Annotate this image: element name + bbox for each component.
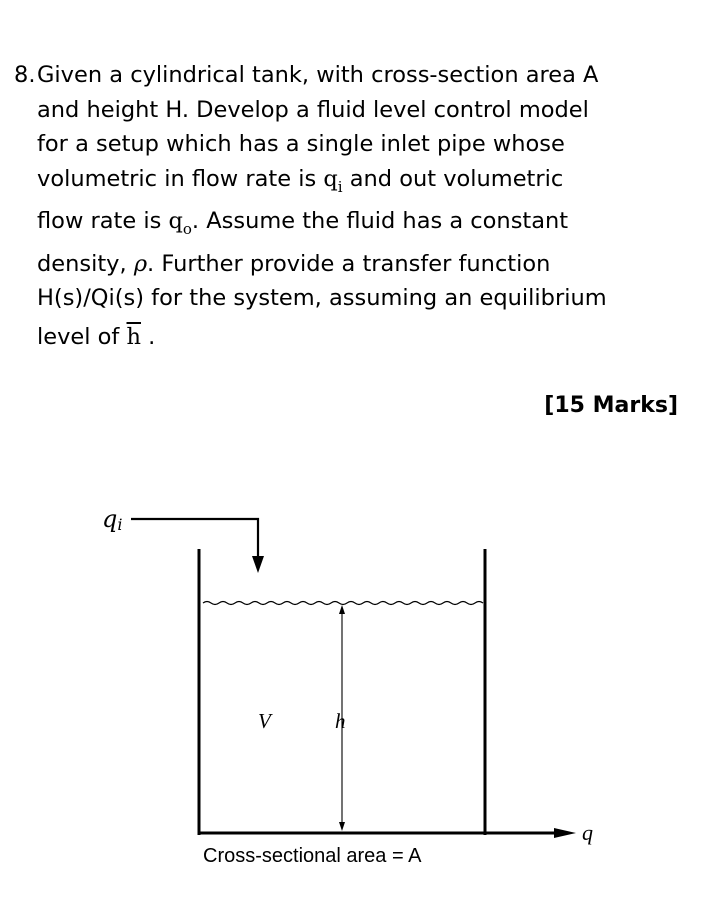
question-line-8-start: level of [37,323,127,350]
question-line-3: for a setup which has a single inlet pipe whose [37,131,565,157]
height-label: h [335,709,346,733]
area-caption: Cross-sectional area = A [203,845,422,867]
liquid-surface [203,602,483,605]
outlet-flow-label: q [582,820,593,845]
question-number: 8. [14,62,36,88]
outflow-subscript: o [182,220,192,238]
height-arrow-down-icon [339,822,345,831]
question-line-6-start: density, [37,250,134,277]
question-line-4-start: volumetric in flow rate is [37,165,324,192]
equilibrium-level-variable: $\overline{h}$ [126,323,141,350]
question-line-2: and height H. Develop a fluid level control model [37,96,589,123]
inflow-variable: q [323,165,338,192]
inlet-pipe [131,519,258,567]
question-line-7: H(s)/Qi(s) for the system, assuming an equilibrium [37,285,607,311]
height-arrow-up-icon [339,605,345,614]
question-line-5-end: . Assume the fluid has a constant [191,208,569,234]
question-line-1: Given a cylindrical tank, with cross-section area A [37,62,599,88]
question-line-6-end: . Further provide a transfer function [147,250,551,277]
inflow-subscript: i [337,177,343,196]
inlet-flow-label: qi [102,505,123,534]
inlet-arrow-icon [252,556,264,573]
density-symbol: ρ [133,250,148,277]
outflow-variable: q [168,208,183,234]
outlet-arrow-icon [554,828,576,838]
question-line-8-end: . [141,323,156,350]
marks-label: [15 Marks] [544,393,678,418]
volume-label: V [258,709,271,733]
question-line-4-end: and out volumetric [342,165,564,192]
question-line-5-start: flow rate is [37,208,169,234]
